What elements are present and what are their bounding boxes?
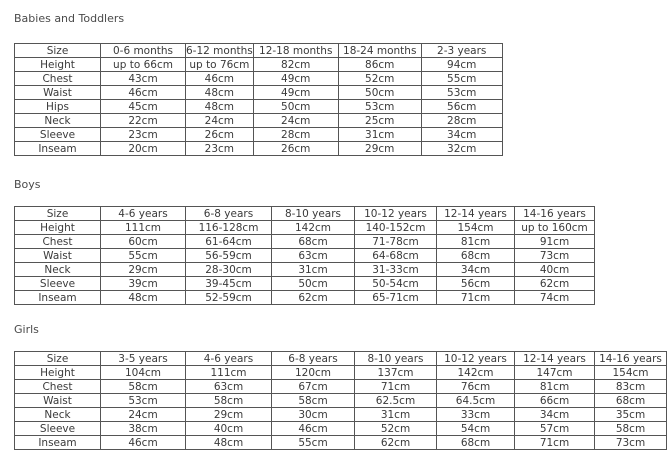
table-cell: 57cm [515,422,595,436]
table-cell: 68cm [437,249,515,263]
table-cell: 68cm [595,394,667,408]
table-cell: 25cm [338,114,421,128]
table-cell: 52-59cm [186,291,272,305]
row-label-cell: Height [15,221,101,235]
table-cell: 28cm [421,114,502,128]
table-cell: 46cm [186,72,254,86]
row-label-cell: Inseam [15,436,101,450]
table-cell: 48cm [186,86,254,100]
table-cell: 54cm [437,422,515,436]
row-label-cell: Chest [15,235,101,249]
table-cell: 55cm [272,436,355,450]
table-cell: 74cm [515,291,595,305]
table-cell: 52cm [338,72,421,86]
table-cell: 39-45cm [186,277,272,291]
table-cell: 86cm [338,58,421,72]
column-header-cell: 4-6 years [101,207,186,221]
table-cell: 23cm [101,128,186,142]
table-cell: 23cm [186,142,254,156]
table-cell: 58cm [272,394,355,408]
column-header-cell: 8-10 years [272,207,355,221]
table-cell: 24cm [186,114,254,128]
table-row [15,380,667,394]
table-row [15,142,503,156]
row-label-cell: Height [15,58,101,72]
table-row [15,114,503,128]
column-header-cell: 14-16 years [515,207,595,221]
table-cell: 64-68cm [355,249,437,263]
table-cell: 71cm [515,436,595,450]
column-header-cell: 14-16 years [595,352,667,366]
table-cell: 66cm [515,394,595,408]
table-header-row [15,207,595,221]
table-row [15,408,667,422]
table-cell: 46cm [272,422,355,436]
table-cell: 55cm [101,249,186,263]
table-cell: 56cm [437,277,515,291]
table-cell: 73cm [515,249,595,263]
table-cell: 81cm [515,380,595,394]
table-cell: 140-152cm [355,221,437,235]
table-row [15,291,595,305]
row-label-cell: Sleeve [15,422,101,436]
column-header-cell: 8-10 years [355,352,437,366]
table-cell: 34cm [515,408,595,422]
table-cell: 91cm [515,235,595,249]
table-cell: 35cm [595,408,667,422]
column-header-cell: 10-12 years [437,352,515,366]
size-header-cell: Size [15,352,101,366]
table-cell: 32cm [421,142,502,156]
table-cell: 56cm [421,100,502,114]
table-cell: 142cm [272,221,355,235]
table-cell: 45cm [101,100,186,114]
table-cell: 116-128cm [186,221,272,235]
table-cell: 24cm [253,114,338,128]
table-cell: 26cm [253,142,338,156]
table-row [15,422,667,436]
table-cell: 64.5cm [437,394,515,408]
table-header-row [15,44,503,58]
table-cell: 56-59cm [186,249,272,263]
table-row [15,394,667,408]
table-cell: 46cm [101,436,186,450]
table-cell: 62.5cm [355,394,437,408]
table-cell: 20cm [101,142,186,156]
table-cell: 82cm [253,58,338,72]
table-cell: 61-64cm [186,235,272,249]
table-cell: 39cm [101,277,186,291]
row-label-cell: Inseam [15,291,101,305]
table-cell: 33cm [437,408,515,422]
row-label-cell: Waist [15,394,101,408]
table-row [15,366,667,380]
size-header-cell: Size [15,44,101,58]
table-cell: 40cm [186,422,272,436]
table-cell: 50-54cm [355,277,437,291]
row-label-cell: Chest [15,72,101,86]
table-cell: 48cm [101,291,186,305]
row-label-cell: Waist [15,249,101,263]
table-cell: up to 76cm [186,58,254,72]
column-header-cell: 2-3 years [421,44,502,58]
column-header-cell: 0-6 months [101,44,186,58]
column-header-cell: 12-14 years [515,352,595,366]
column-header-cell: 6-12 months [186,44,253,57]
table-cell: 49cm [253,86,338,100]
table-cell: up to 160cm [515,221,595,235]
table-row [15,86,503,100]
table-cell: 24cm [101,408,186,422]
table-cell: 71cm [437,291,515,305]
table-row [15,235,595,249]
table-cell: 71cm [355,380,437,394]
column-header-cell: 6-8 years [272,352,355,366]
table-cell: 29cm [101,263,186,277]
table-row [15,72,503,86]
table-cell: 43cm [101,72,186,86]
table-cell: 58cm [186,394,272,408]
section-title-girls: Girls [14,323,39,336]
table-cell: 63cm [272,249,355,263]
table-cell: 60cm [101,235,186,249]
table-cell: 154cm [437,221,515,235]
table-cell: 94cm [421,58,502,72]
row-label-cell: Hips [15,100,101,114]
table-cell: 111cm [101,221,186,235]
table-cell: 48cm [186,100,254,114]
size-table-girls [14,351,667,450]
table-row [15,128,503,142]
table-cell: 120cm [272,366,355,380]
table-row [15,263,595,277]
table-cell: 31-33cm [355,263,437,277]
table-cell: 53cm [338,100,421,114]
table-cell: 48cm [186,436,272,450]
table-row [15,221,595,235]
table-cell: 53cm [101,394,186,408]
table-row [15,58,503,72]
column-header-cell: 4-6 years [186,352,272,366]
table-cell: 83cm [595,380,667,394]
row-label-cell: Sleeve [15,128,101,142]
table-cell: 34cm [437,263,515,277]
section-title-babies-toddlers: Babies and Toddlers [14,12,125,25]
column-header-cell: 18-24 months [338,44,421,58]
table-cell: 62cm [515,277,595,291]
row-label-cell: Inseam [15,142,101,156]
table-cell: 71-78cm [355,235,437,249]
table-cell: 62cm [355,436,437,450]
row-label-cell: Chest [15,380,101,394]
table-cell: 62cm [272,291,355,305]
table-cell: 58cm [101,380,186,394]
table-cell: 67cm [272,380,355,394]
table-cell: 28-30cm [186,263,272,277]
column-header-cell: 12-14 years [437,207,515,221]
table-cell: 30cm [272,408,355,422]
table-cell: 49cm [253,72,338,86]
table-cell: 73cm [595,436,667,450]
row-label-cell: Sleeve [15,277,101,291]
table-cell: 104cm [101,366,186,380]
table-cell: 46cm [101,86,186,100]
table-cell: 55cm [421,72,502,86]
table-row [15,100,503,114]
table-cell: 50cm [253,100,338,114]
table-cell: 34cm [421,128,502,142]
table-cell: 65-71cm [355,291,437,305]
table-cell: 31cm [272,263,355,277]
table-cell: 31cm [338,128,421,142]
table-cell: 52cm [355,422,437,436]
table-row [15,249,595,263]
column-header-cell: 3-5 years [101,352,186,366]
table-cell: 142cm [437,366,515,380]
table-cell: 50cm [272,277,355,291]
column-header-cell: 6-8 years [186,207,272,221]
table-cell: 137cm [355,366,437,380]
table-cell: 154cm [595,366,667,380]
table-cell: 29cm [338,142,421,156]
table-cell: 68cm [272,235,355,249]
table-cell: 38cm [101,422,186,436]
table-cell: 76cm [437,380,515,394]
row-label-cell: Waist [15,86,101,100]
row-label-cell: Neck [15,263,101,277]
row-label-cell: Height [15,366,101,380]
size-header-cell: Size [15,207,101,221]
table-cell: 58cm [595,422,667,436]
column-header-cell: 10-12 years [355,207,437,221]
table-cell: 81cm [437,235,515,249]
table-cell: up to 66cm [101,58,186,72]
table-cell: 147cm [515,366,595,380]
table-cell: 111cm [186,366,272,380]
table-cell: 40cm [515,263,595,277]
table-cell: 29cm [186,408,272,422]
table-cell: 63cm [186,380,272,394]
size-table-boys [14,206,595,305]
table-cell: 53cm [421,86,502,100]
table-cell: 68cm [437,436,515,450]
table-header-row [15,352,667,366]
section-title-boys: Boys [14,178,41,191]
table-row [15,277,595,291]
size-table-babies-toddlers [14,43,503,156]
table-cell: 26cm [186,128,254,142]
table-row [15,436,667,450]
table-cell: 31cm [355,408,437,422]
table-cell: 28cm [253,128,338,142]
table-cell: 50cm [338,86,421,100]
row-label-cell: Neck [15,408,101,422]
row-label-cell: Neck [15,114,101,128]
column-header-cell: 12-18 months [253,44,338,58]
table-cell: 22cm [101,114,186,128]
